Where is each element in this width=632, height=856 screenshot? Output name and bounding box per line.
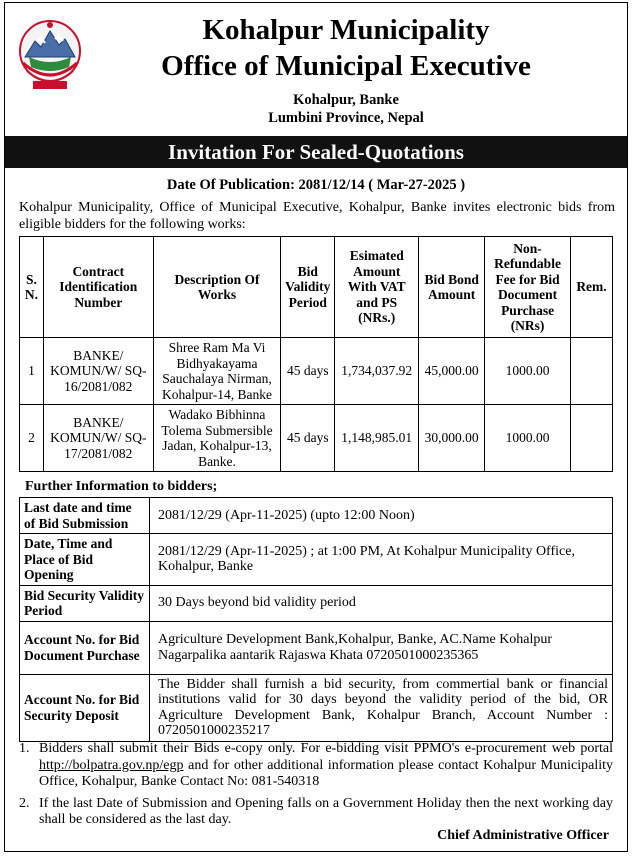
info-label: Last date and time of Bid Submission <box>20 498 150 534</box>
cell-sn: 1 <box>20 338 44 405</box>
location-line-2: Lumbini Province, Nepal <box>268 110 424 126</box>
cell-contract-id: BANKE/ KOMUN/W/ SQ-17/2081/082 <box>43 405 153 472</box>
header-remarks: Rem. <box>571 237 613 338</box>
header-sn: S. N. <box>20 237 44 338</box>
header-bid-bond: Bid Bond Amount <box>419 237 485 338</box>
signature-title: Chief Administrative Officer <box>437 828 609 843</box>
works-table-header-row <box>20 237 613 338</box>
info-label: Account No. for Bid Security Deposit <box>20 674 150 741</box>
info-label: Bid Security Validity Period <box>20 585 150 621</box>
notice-title-banner: Invitation For Sealed-Quotations <box>5 136 627 168</box>
header-description: Description Of Works <box>153 237 281 338</box>
notes-list <box>19 741 613 834</box>
info-value: Agriculture Development Bank,Kohalpur, Banke, AC.Name Kohalpur Nagarpalika aantarik Rajaswa Khata 0720501000235365 <box>150 621 613 674</box>
cell-remarks <box>571 405 613 472</box>
cell-validity: 45 days <box>281 338 335 405</box>
info-value: 2081/12/29 (Apr-11-2025) (upto 12:00 Noon) <box>150 498 613 534</box>
note-text-part: and for other additional information please contact Kohalpur Municipality Office, Kohalpur, Banke Contact No: 081-540318 <box>39 757 613 789</box>
note-number: 1. <box>19 741 30 756</box>
notice-page <box>4 2 628 852</box>
info-label: Date, Time and Place of Bid Opening <box>20 534 150 586</box>
table-row <box>20 405 613 472</box>
cell-estimated-amount: 1,148,985.01 <box>335 405 419 472</box>
list-item <box>19 741 613 791</box>
cell-validity: 45 days <box>281 405 335 472</box>
header-document-fee: Non-Refundable Fee for Bid Document Purchase (NRs) <box>485 237 571 338</box>
table-row <box>20 498 613 534</box>
table-row <box>20 338 613 405</box>
cell-bid-bond: 30,000.00 <box>419 405 485 472</box>
table-row <box>20 674 613 741</box>
header-estimated-amount: Esimated Amount With VAT and PS (NRs.) <box>335 237 419 338</box>
location-line-1: Kohalpur, Banke <box>293 92 399 108</box>
list-item <box>19 796 613 829</box>
cell-document-fee: 1000.00 <box>485 338 571 405</box>
info-value: 2081/12/29 (Apr-11-2025) ; at 1:00 PM, At Kohalpur Municipality Office, Kohalpur, Banke <box>150 534 613 586</box>
egp-portal-link[interactable]: http://bolpatra.gov.np/egp <box>39 757 184 773</box>
table-row <box>20 621 613 674</box>
works-table <box>19 236 613 472</box>
header-contract-id: Contract Identification Number <box>43 237 153 338</box>
info-value: The Bidder shall furnish a bid security, from commertial bank or financial institutions valid for 30 days beyond the validity period of the bid, OR Agriculture Development Bank, Kohalpur Branch, Account Number : 0720501000235217 <box>150 674 613 741</box>
further-info-title: Further Information to bidders; <box>25 479 218 494</box>
cell-estimated-amount: 1,734,037.92 <box>335 338 419 405</box>
table-row <box>20 585 613 621</box>
info-value: 30 Days beyond bid validity period <box>150 585 613 621</box>
publication-date: Date Of Publication: 2081/12/14 ( Mar-27-2025 ) <box>166 177 466 193</box>
cell-document-fee: 1000.00 <box>485 405 571 472</box>
cell-bid-bond: 45,000.00 <box>419 338 485 405</box>
cell-sn: 2 <box>20 405 44 472</box>
cell-remarks <box>571 338 613 405</box>
note-text <box>39 741 613 791</box>
cell-contract-id: BANKE/ KOMUN/W/ SQ-16/2081/082 <box>43 338 153 405</box>
note-text-part: Bidders shall submit their Bids e-copy only. For e-bidding visit PPMO's e-procurement web portal <box>39 741 613 756</box>
intro-paragraph: Kohalpur Municipality, Office of Municipal Executive, Kohalpur, Banke invites electronic bids from eligible bidders for the following works: <box>19 200 615 232</box>
bidder-info-table <box>19 497 613 742</box>
cell-description: Shree Ram Ma Vi Bidhyakayama Sauchalaya Nirman, Kohalpur-14, Banke <box>153 338 281 405</box>
info-label: Account No. for Bid Document Purchase <box>20 621 150 674</box>
header-validity: Bid Validity Period <box>281 237 335 338</box>
note-text: If the last Date of Submission and Opening falls on a Government Holiday then the next working day shall be considered as the last day. <box>39 795 613 827</box>
cell-description: Wadako Bibhinna Tolema Submersible Jadan, Kohalpur-13, Banke. <box>153 405 281 472</box>
office-name: Office of Municipal Executive <box>161 50 531 82</box>
note-number: 2. <box>19 795 30 811</box>
table-row <box>20 534 613 586</box>
org-name: Kohalpur Municipality <box>202 14 490 46</box>
